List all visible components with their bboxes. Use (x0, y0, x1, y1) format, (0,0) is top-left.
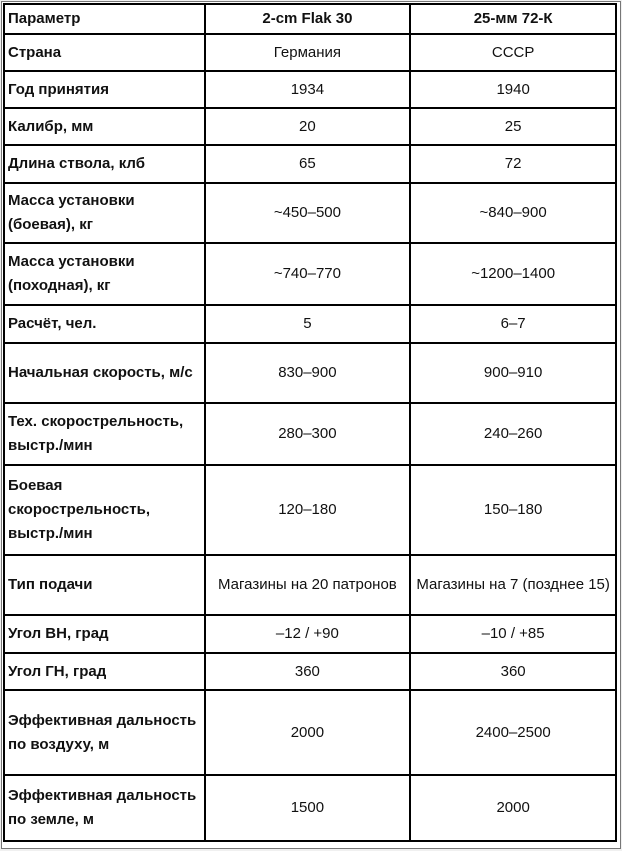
72k-value: ~1200–1400 (410, 243, 616, 305)
table-row (4, 71, 616, 108)
comparison-table (3, 3, 617, 842)
param-cell: Страна (4, 34, 205, 71)
72k-value: 360 (410, 653, 616, 690)
param-cell: Угол ГН, град (4, 653, 205, 690)
param-cell: Начальная скорость, м/с (4, 343, 205, 403)
flak30-value: ~450–500 (205, 183, 411, 243)
flak30-value: Магазины на 20 патронов (205, 555, 411, 615)
param-cell: Калибр, мм (4, 108, 205, 145)
flak30-value: 1934 (205, 71, 411, 108)
param-cell: Расчёт, чел. (4, 305, 205, 343)
table-row (4, 343, 616, 403)
table-row (4, 34, 616, 71)
72k-value: 72 (410, 145, 616, 183)
flak30-value: 20 (205, 108, 411, 145)
param-cell: Эффективная дальность по земле, м (4, 775, 205, 841)
72k-value: 900–910 (410, 343, 616, 403)
72k-value: 2000 (410, 775, 616, 841)
72k-value: ~840–900 (410, 183, 616, 243)
flak30-value: 360 (205, 653, 411, 690)
table-row (4, 243, 616, 305)
param-cell: Тип подачи (4, 555, 205, 615)
table-row (4, 775, 616, 841)
72k-value: 1940 (410, 71, 616, 108)
flak30-value: Германия (205, 34, 411, 71)
param-cell: Эффективная дальность по воздуху, м (4, 690, 205, 775)
param-cell: Тех. скорострельность, выстр./мин (4, 403, 205, 465)
72k-value: Магазины на 7 (позднее 15) (410, 555, 616, 615)
param-cell: Угол ВН, град (4, 615, 205, 653)
72k-value: 6–7 (410, 305, 616, 343)
flak30-value: 120–180 (205, 465, 411, 555)
flak30-value: 830–900 (205, 343, 411, 403)
table-row (4, 145, 616, 183)
72k-value: 2400–2500 (410, 690, 616, 775)
72k-value: СССР (410, 34, 616, 71)
table-row (4, 108, 616, 145)
72k-value: 25 (410, 108, 616, 145)
72k-value: 240–260 (410, 403, 616, 465)
flak30-value: 2000 (205, 690, 411, 775)
header-param: Параметр (4, 4, 205, 34)
param-cell: Боевая скорострельность, выстр./мин (4, 465, 205, 555)
table-row (4, 305, 616, 343)
header-col2: 25-мм 72-К (410, 4, 616, 34)
table-row (4, 403, 616, 465)
flak30-value: 5 (205, 305, 411, 343)
flak30-value: 65 (205, 145, 411, 183)
param-cell: Масса установки (походная), кг (4, 243, 205, 305)
flak30-value: 280–300 (205, 403, 411, 465)
param-cell: Год принятия (4, 71, 205, 108)
table-row (4, 653, 616, 690)
flak30-value: –12 / +90 (205, 615, 411, 653)
72k-value: –10 / +85 (410, 615, 616, 653)
table-row (4, 690, 616, 775)
header-row (4, 4, 616, 34)
header-col1: 2-cm Flak 30 (205, 4, 411, 34)
flak30-value: ~740–770 (205, 243, 411, 305)
table-row (4, 555, 616, 615)
param-cell: Длина ствола, клб (4, 145, 205, 183)
flak30-value: 1500 (205, 775, 411, 841)
table-row (4, 183, 616, 243)
table-row (4, 615, 616, 653)
param-cell: Масса установки (боевая), кг (4, 183, 205, 243)
table-row (4, 465, 616, 555)
72k-value: 150–180 (410, 465, 616, 555)
